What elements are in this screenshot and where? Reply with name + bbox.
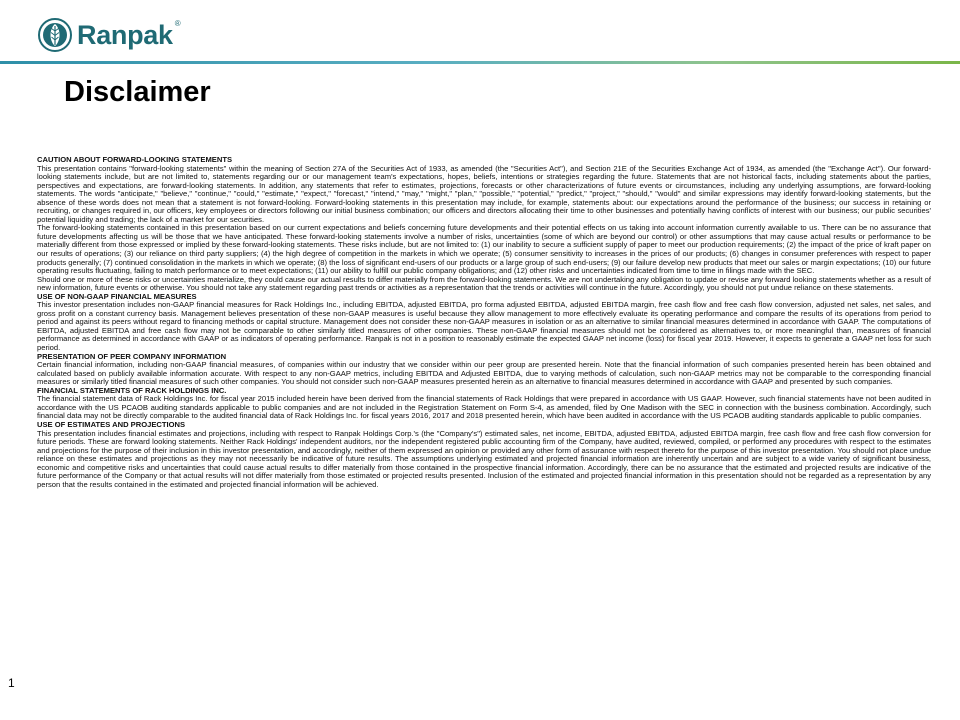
section-non-gaap [37,293,931,353]
section-paragraph: Certain financial information, including non-GAAP financial measures, of companies within our industry that we consider within our peer group are presented herein. Note that the financial information of such companies presented herein has been obtained and calculated based on publicly available information accurate. With respect to any non-GAAP metrics, including EBITDA and Adjusted EBITDA, due to varying methods of calculation, such non-GAAP metrics may not be comparable to the corresponding financial measures or similarly titled financial measures of such other companies. You should not consider such non-GAAP measures presented herein as an alternative to financial measures determined in accordance with GAAP and presented by such companies. [37,360,931,387]
section-forward-looking [37,156,931,293]
section-heading: USE OF ESTIMATES AND PROJECTIONS [37,419,186,429]
ranpak-leaf-icon [38,18,72,52]
section-paragraph: This presentation includes financial estimates and projections, including with respect to Ranpak Holdings Corp.'s (the "Company's") estimated sales, net income, EBITDA, adjusted EBITDA, adjusted EBITDA margin, free cash flow and free cash flow conversion for future periods. These are forward looking statements. Neither Rack Holdings' independent auditors, nor the independent registered public accounting firm of the Company, have audited, reviewed, compiled, or performed any procedures with respect to the estimates and projections for the purpose of their inclusion in this investor presentation, and accordingly, neither of them expressed an opinion or provided any other form of assurance with respect thereto for the purpose of this investor presentation. You should not place undue reliance on these estimates and projections as they may not necessarily be indicative of future results. The assumptions underlying estimated and projected financial information are inherently uncertain and are subject to a wide variety of significant business, economic and competitive risks and uncertainties that could cause actual results to differ materially from those contained in the prospective financial information. Accordingly, there can be no assurance that the estimated and projected results are indicative of the future performance of the Company or that actual results will not differ materially from those estimated or projected results presented. Inclusion of the estimated and projected financial information in this presentation should not be regarded as a representation by any person that the results contained in the estimated and projected financial information will be achieved. [37,428,931,489]
section-paragraph: Should one or more of these risks or uncertainties materialize, they could cause our actual results to differ materially from the forward-looking statements. We are not undertaking any obligation to update or revise any forward looking statements whether as a result of new information, future events or otherwise. You should not take any statement regarding past trends or activities as a representation that the trends or activities will continue in the future. Accordingly, you should not put undue reliance on these statements. [37,274,931,293]
registered-mark: ® [174,18,181,28]
section-heading: PRESENTATION OF PEER COMPANY INFORMATION [37,351,227,361]
page-number: 1 [8,676,15,690]
section-heading: CAUTION ABOUT FORWARD-LOOKING STATEMENTS [37,155,233,164]
section-paragraph: The forward-looking statements contained in this presentation based on our current expectations and beliefs concerning future developments and their potential effects on us taking into account information currently available to us. There can be no assurance that future developments affecting us will be those that we have anticipated. These forward-looking statements involve a number of risks, uncertainties (some of which are beyond our control) or other assumptions that may cause actual results or performance to be materially different from those expressed or implied by these forward-looking statements. These risks include, but are not limited to: (1) our inability to secure a sufficient supply of paper to meet our production requirements; (2) the impact of the price of kraft paper on our results of operations; (3) our reliance on third party suppliers; (4) the high degree of competition in the markets in which we operate; (5) consumer sensitivity to increases in the prices of our products; (6) changes in consumer preferences with respect to paper products generally; (7) continued consolidation in the markets in which we operate; (8) the loss of significant end-users of our products or a large group of such end-users; (9) our failure develop new products that meet our sales or margin expectations; (10) our future operating results fluctuating, failing to match performance or to meet expectations; (11) our ability to fulfill our public company obligations; and (12) other risks and uncertainties indicated from time to time in filings made with the SEC. [37,223,931,276]
section-estimates-projections [37,421,931,489]
section-paragraph: This investor presentation includes non-GAAP financial measures for Rack Holdings Inc., including EBITDA, adjusted EBITDA, pro forma adjusted EBITDA, adjusted EBITDA margin, free cash flow and free cash flow conversion, adjusted net sales, net sales, and gross profit on a constant currency basis. Management believes presentation of these non-GAAP measures is useful because they allow management to more effectively evaluate its operating performance and compare the results of its operations from period to period and against its peers without regard to financing methods or capital structure. Management does not consider these non-GAAP measures in isolation or as an alternative to similar financial measures determined in accordance with GAAP. The computations of EBITDA, adjusted EBITDA and free cash flow may not be comparable to other similarly titled measures of other companies. These non-GAAP financial measures should not be considered as alternatives to, or more meaningful than, measures of financial performance as determined in accordance with GAAP or as indicators of operating performance. Ranpak is not in a position to reasonably estimate the expected GAAP net income (loss) for fiscal year 2019. However, it expects to generate a GAAP net loss for such period. [37,300,931,353]
ranpak-logo [38,18,181,52]
section-paragraph: This presentation contains "forward-looking statements" within the meaning of Section 27A of the Securities Act of 1933, as amended (the "Securities Act"), and Section 21E of the Securities Exchange Act of 1934, as amended (the "Exchange Act"). Our forward-looking statements include, but are not limited to, statements regarding our or our management team's expectations, hopes, beliefs, intentions or strategies regarding the future. Statements that are not historical facts, including statements about the parties, perspectives and expectations, are forward-looking statements. In addition, any statements that refer to estimates, projections, forecasts or other characterizations of future events or circumstances, including any underlying assumptions, are forward-looking statements. The words "anticipate," "believe," "continue," "could," "estimate," "expect," "forecast," "intend," "may," "might," "plan," "possible," "potential," "predict," "project," "should," "would" and similar expressions may identify forward-looking statements, but the absence of these words does not mean that a statement is not forward-looking. Forward-looking statements in this presentation may include, for example, statements about: our expectations around the performance of the business; our success in retaining or recruiting, or changes required in, our officers, key employees or directors following our initial business combination; our officers and directors allocating their time to other businesses and potentially having conflicts of interest with our business; our public securities' potential liquidity and trading; the lack of a market for our securities. [37,163,931,224]
section-paragraph: The financial statement data of Rack Holdings Inc. for fiscal year 2015 included herein have been derived from the financial statements of Rack Holdings that were prepared in accordance with US GAAP. However, such financial statements have not been audited in accordance with the US PCAOB auditing standards applicable to public companies and are not included in the Registration Statement on Form S-4, as amended, filed by One Madison with the SEC in connection with the business combination. Accordingly, such financial data may not be directly comparable to the audited financial data of Rack Holdings Inc. for fiscal years 2016, 2017 and 2018 presented herein, which have been audited in accordance with the US PCAOB auditing standards applicable to public companies. [37,394,931,421]
section-heading: USE OF NON-GAAP FINANCIAL MEASURES [37,291,197,301]
logo-wordmark: Ranpak [77,19,173,50]
section-financial-statements [37,387,931,421]
section-heading: FINANCIAL STATEMENTS OF RACK HOLDINGS INC. [37,385,227,395]
page-title: Disclaimer [64,76,211,108]
disclaimer-body [37,156,931,489]
header-divider [0,61,960,64]
section-peer-company [37,353,931,387]
